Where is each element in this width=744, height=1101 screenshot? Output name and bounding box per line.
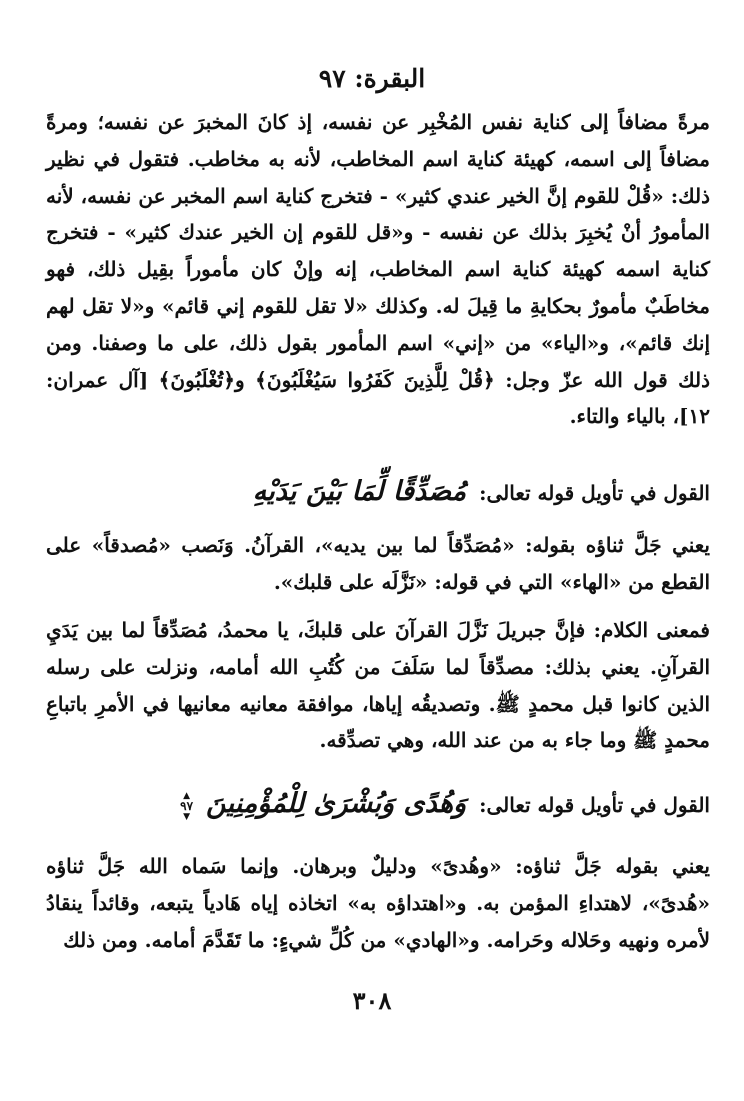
section-heading (46, 788, 710, 821)
quran-verse: مُصَدِّقًا لِّمَا بَيْنَ يَدَيْهِ (252, 476, 467, 507)
text-block-1 (46, 104, 710, 435)
ornament-icon: ▼ (183, 812, 191, 822)
page-number: ٣٠٨ (352, 986, 392, 1015)
text-block-2 (46, 527, 710, 601)
paragraph: يعني بقوله جَلَّ ثناؤه: «وهُدىً» ودليلٌ وبرهان. وإنما سَماه الله جَلَّ ثناؤه «هُدىً»، لاهتداءِ المؤمن به. و«اهتداؤه به» اتخاذه إياه هَادياً يتبعه، وقائداً ينقادُ لأمره ونهيه وحَلاله وحَرامه. و«الهادي» من كُلِّ شيءٍ: ما تَقَدَّمَ أمامه. ومن ذلك (46, 854, 710, 952)
paragraph: فمعنى الكلام: فإنَّ جبريلَ نَزَّلَ القرآنَ على قلبكَ، يا محمدُ، مُصَدِّقاً لما بين يَدَيِ القرآنِ. يعني بذلك: مصدِّقاً لما سَلَفَ من كُتُبِ الله أمامه، ونزلت على رسله الذين كانوا قبل محمدٍ ﷺ. وتصديقُه إياها، موافقة معانيه معانيها في الأمرِ باتباعِ محمدٍ ﷺ وما جاء به من عند الله، وهي تصدِّقه. (46, 618, 710, 753)
section-intro: القول في تأويل قوله تعالى: (479, 793, 710, 817)
section-intro: القول في تأويل قوله تعالى: (479, 481, 710, 505)
ornament-icon: ▲ (183, 791, 191, 801)
text-block-3 (46, 612, 710, 759)
quran-verse: وَهُدًى وَبُشْرَىٰ لِلْمُؤْمِنِينَ (206, 788, 467, 819)
text-block-4 (46, 848, 710, 958)
paragraph: مرةً مضافاً إلى كناية نفس المُخْبِر عن نفسه، إذ كانَ المخبرَ عن نفسه؛ ومرةً مضافاً إلى اسمه، كهيئة كناية اسم المخاطب، لأنه به مخاطب. فتقول في نظير ذلك: «قُلْ للقوم إنَّ الخير عندي كثير» - فتخرج كناية اسم المخبر عن نفسه، لأنه المأمورُ أنْ يُخبِرَ بذلك عن نفسه - و«قل للقوم إن الخير عندك كثير» - فتخرج كناية اسمه كهيئة كناية اسم المخاطب، إنه وإنْ كان مأموراً بقِيل ذلك، فهو مخاطَبٌ مأمورٌ بحكايةِ ما قِيلَ له. وكذلك «لا تقل للقوم إني قائم» و«لا تقل لهم إنك قائم»، و«الياء» من «إني» اسم المأمور بقول ذلك، على ما وصفنا. ومن ذلك قول الله عزّ وجل: ﴿قُلْ لِلَّذِينَ كَفَرُوا سَيُغْلَبُونَ﴾ و﴿تُغْلَبُونَ﴾ [آل عمران: ١٢]، بالياء والتاء. (46, 110, 711, 429)
paragraph: يعني جَلَّ ثناؤه بقوله: «مُصَدِّقاً لما بين يديه»، القرآنُ. وَنَصب «مُصدقاً» على القطع من «الهاء» التي في قوله: «نَزَّلَه على قلبك». (46, 533, 710, 594)
section-heading (46, 476, 710, 507)
ayah-number: ٩٧ (180, 799, 194, 813)
page-header: البقرة: ٩٧ (318, 64, 426, 93)
ayah-number-marker (180, 792, 193, 821)
